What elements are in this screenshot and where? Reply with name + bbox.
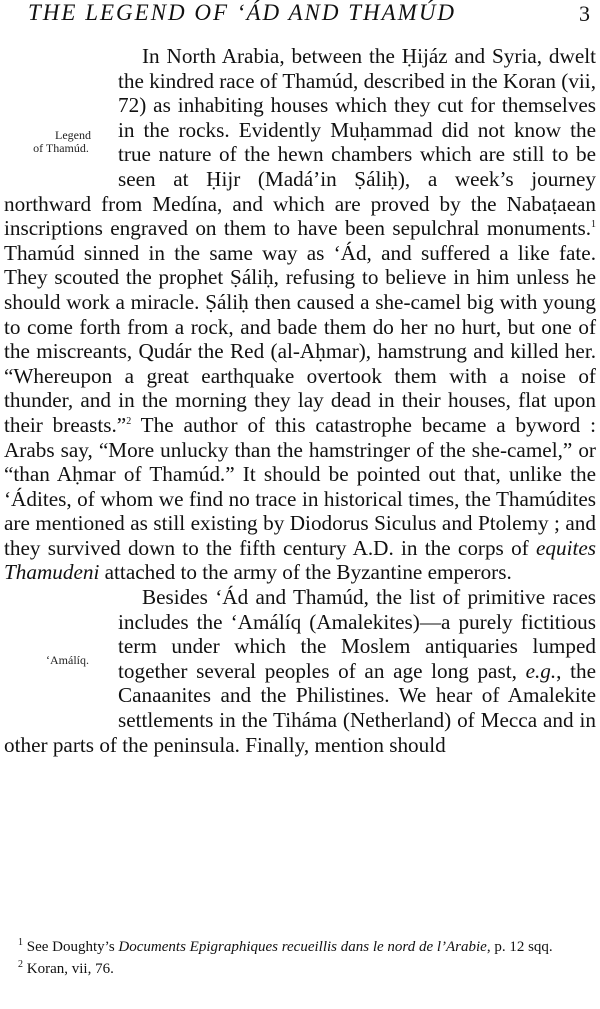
- footnote-text: Koran, vii, 76.: [23, 961, 114, 977]
- footnote-1: [4, 936, 596, 958]
- paragraph-text: In North Arabia, between the Ḥijáz and Syria, dwelt the kindred race of Thamúd, described in the Koran (vii, 72) as inhabiting houses which they cut for themselves in the rocks. Evidently Muḥammad did not know the true nature of the hewn chambers which are still to be seen at Ḥijr (Madá’in Ṣáliḥ), a week’s journey northward from Medína, and which are proved by the Nabaṭaean inscriptions engraved on them to have been sepulchral monuments.: [4, 44, 596, 241]
- footnote-2: [4, 958, 596, 980]
- footnote-text: See Doughty’s: [23, 939, 119, 955]
- footnote-mark-1: 1: [18, 937, 23, 948]
- paragraph-text: Besides ‘Ád and Thamúd, the list of primitive races includes the ‘Amálíq (Amalekites)—a purely fictitious term under which the Moslem antiquaries lumped together several peoples of an age long past,: [118, 585, 596, 683]
- paragraph-text: The author of this catastrophe became a byword : Arabs say, “More unlucky than the hamstringer of the she-camel,” or “than Aḥmar of Thamúd.” It should be pointed out that, unlike the ‘Ádites, of whom we find no trace in historical times, the Thamúdites are mentioned as still existing by Diodorus Siculus and Ptolemy ; and they survived down to the fifth century A.D. in the corps of: [4, 412, 596, 560]
- paragraph-amaliq: [4, 585, 596, 757]
- paragraph-text: , the Canaanites and the Philistines. We hear of Amalekite settlements in the Tiháma (Netherland) of Mecca and in other parts of the peninsula. Finally, mention should: [4, 658, 596, 757]
- footnote-ref-2[interactable]: 2: [126, 415, 132, 427]
- footnote-mark-2: 2: [18, 959, 23, 970]
- running-header: [0, 0, 600, 32]
- italic-term: equites Thamudeni: [4, 535, 596, 585]
- footnote-text: , p. 12 sqq.: [486, 939, 553, 955]
- sidenote-legend-of-thamud: Legend of Thamúd.: [33, 128, 91, 155]
- sidenote-amaliq: ‘Amálíq.: [46, 653, 89, 668]
- paragraph-text: attached to the army of the Byzantine emperors.: [99, 560, 512, 585]
- footnote-title: Documents Epigraphiques recueillis dans le nord de l’Arabie: [118, 939, 487, 955]
- footnote-ref-1[interactable]: 1: [591, 219, 596, 231]
- paragraph-thamud: [4, 44, 596, 585]
- margin-gutter: [4, 93, 118, 191]
- paragraph-text: Thamúd sinned in the same way as ‘Ád, and suffered a like fate. They scouted the prophet Ṣáliḥ, refusing to believe in him unless he should work a miracle. Ṣáliḥ then caused a she-camel big with young to come forth from a rock, and bade them do her no hurt, but one of the miscreants, Qudár the Red (al-Aḥmar), hamstrung and killed her. “Whereupon a great earthquake overtook them with a noise of thunder, and in the morning they lay dead in their houses, flat upon their breasts.”: [4, 240, 596, 437]
- italic-abbrev: e.g.: [525, 658, 557, 683]
- footnotes: [4, 936, 596, 980]
- margin-gutter: [4, 634, 118, 708]
- running-head-title: THE LEGEND OF ‘ÁD AND THAMÚD: [28, 0, 457, 25]
- page-number: 3: [579, 1, 590, 26]
- body-text: [4, 44, 596, 757]
